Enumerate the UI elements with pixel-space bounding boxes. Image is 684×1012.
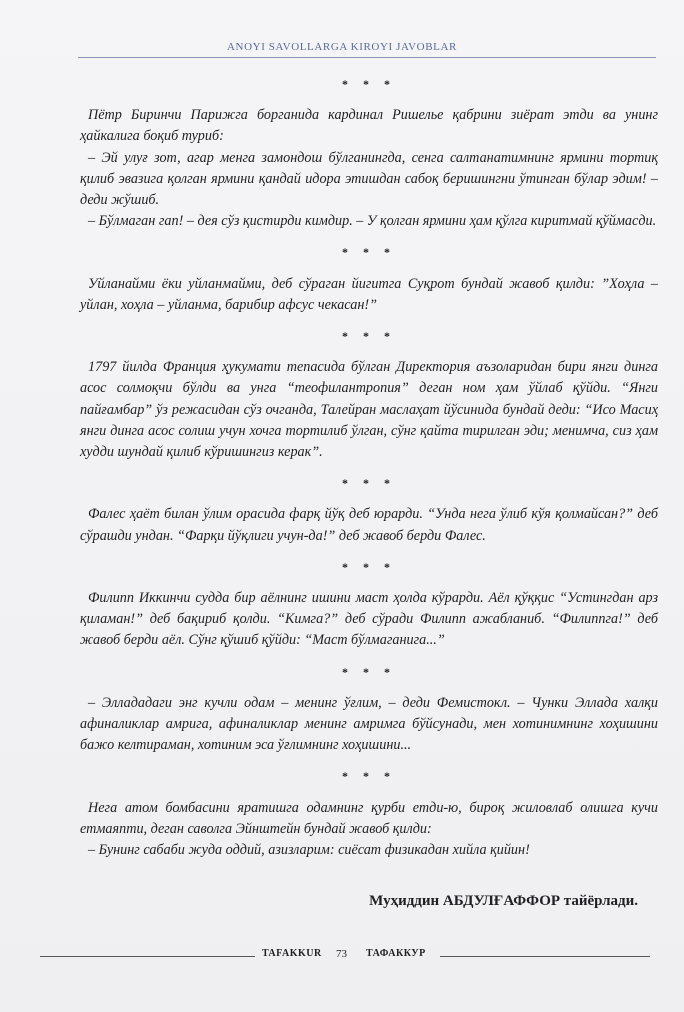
page-footer — [0, 948, 684, 964]
paragraph: Фалес ҳаёт билан ўлим орасида фарқ йўқ деб юрарди. “Унда нега ўлиб кўя қолмайсан?” деб сўрашди ундан. “Фарқи йўқлиги учун-да!” деб жавоб берди Фалес. — [80, 506, 658, 544]
author-signature: Муҳиддин АБДУЛҒАФФОР тайёрлади. — [369, 893, 638, 909]
section-separator: * * * — [342, 77, 396, 91]
paragraph: 1797 йилда Франция ҳукумати тепасида бўлган Директория аъзоларидан бири янги динга асос солмоқчи бўлди ва унга “теофилантропия” деган ном ҳам ўйлаб қўйди. “Янги пайғамбар” ўз режасидан сўз очганда, Талейран маслаҳат йўсинида бундай деди: “Исо Масиҳ янги динга асос солиш учун хочга тортилиб ўлган, сўнг қайта тирилган эди; менимча, сиз ҳам худди шундай қилиб кўришингиз керак”. — [80, 359, 658, 461]
anecdote-themistocles — [80, 693, 658, 757]
paragraph: Пётр Биринчи Парижга борганида кардинал Ришелье қабрини зиёрат этди ва унинг ҳайкалига боқиб туриб: — [80, 107, 658, 145]
section-separator: * * * — [342, 329, 396, 344]
footer-rule-right — [440, 956, 650, 957]
page-number: 73 — [336, 948, 347, 960]
paragraph: – Эй улуғ зот, агар менга замондош бўлганингда, сенга салтанатимнинг ярмини тортиқ қилиб эвазига қолган ярмини қандай идора этишдан сабоқ беришингни ўтинган бўлар эдим! – деди жўшиб. — [80, 149, 658, 209]
anecdote-philip — [80, 588, 658, 652]
header-rule — [78, 57, 656, 58]
anecdote-peter — [80, 105, 658, 232]
section-separator: * * * — [342, 245, 396, 260]
paragraph: Нега атом бомбасини яратишга одамнинг қурби етди-ю, бироқ жиловлаб олишга кучи етмаяпти, деган саволга Эйнштейн бундай жавоб қилди: — [80, 799, 658, 837]
paragraph: – Бўлмаган гап! – дея сўз қистирди кимдир. – У қолган ярмини ҳам қўлга киритмай қўймасди. — [88, 213, 657, 230]
anecdote-thales — [80, 504, 658, 546]
anecdote-einstein — [80, 798, 658, 862]
paragraph: – Бунинг сабаби жуда оддий, азизларим: сиёсат физикадан хийла қийин! — [88, 842, 530, 859]
section-separator: * * * — [342, 769, 396, 784]
paragraph: Филипп Иккинчи судда бир аёлнинг ишини маст ҳолда кўрарди. Аёл қўққис “Устингдан арз қиламан!” деб бақириб қолди. “Кимга?” деб сўради Филипп ажабланиб. “Филиппга!” деб жавоб берди аёл. Сўнг қўшиб қўйди: “Маст бўлмаганига...” — [80, 590, 658, 649]
anecdote-talleyrand — [80, 357, 658, 463]
footer-label-latin: TAFAKKUR — [262, 948, 322, 959]
article-body — [80, 66, 658, 861]
paragraph: Уйланайми ёки уйланмайми, деб сўраган йигитга Суқрот бундай жавоб қилди: ”Хоҳла – уйлан, хоҳла – уйланма, барибир афсус чекасан!” — [80, 275, 658, 313]
footer-label-cyrillic: ТАФАККУР — [366, 948, 426, 959]
section-separator: * * * — [342, 664, 396, 679]
paragraph: – Эллададаги энг кучли одам – менинг ўғлим, – деди Фемистокл. – Чунки Эллада халқи афиналиклар амрига, афиналиклар менинг амримга бўйсунади, мен хотинимнинг хоҳишини бажо келтираман, хотиним эса ўғлимнинг хоҳишини... — [80, 694, 658, 754]
anecdote-socrates — [80, 274, 658, 316]
section-separator: * * * — [342, 476, 396, 491]
section-separator: * * * — [342, 559, 396, 574]
running-header: ANOYI SAVOLLARGA KIROYI JAVOBLAR — [227, 41, 457, 53]
footer-rule-left — [40, 956, 255, 957]
